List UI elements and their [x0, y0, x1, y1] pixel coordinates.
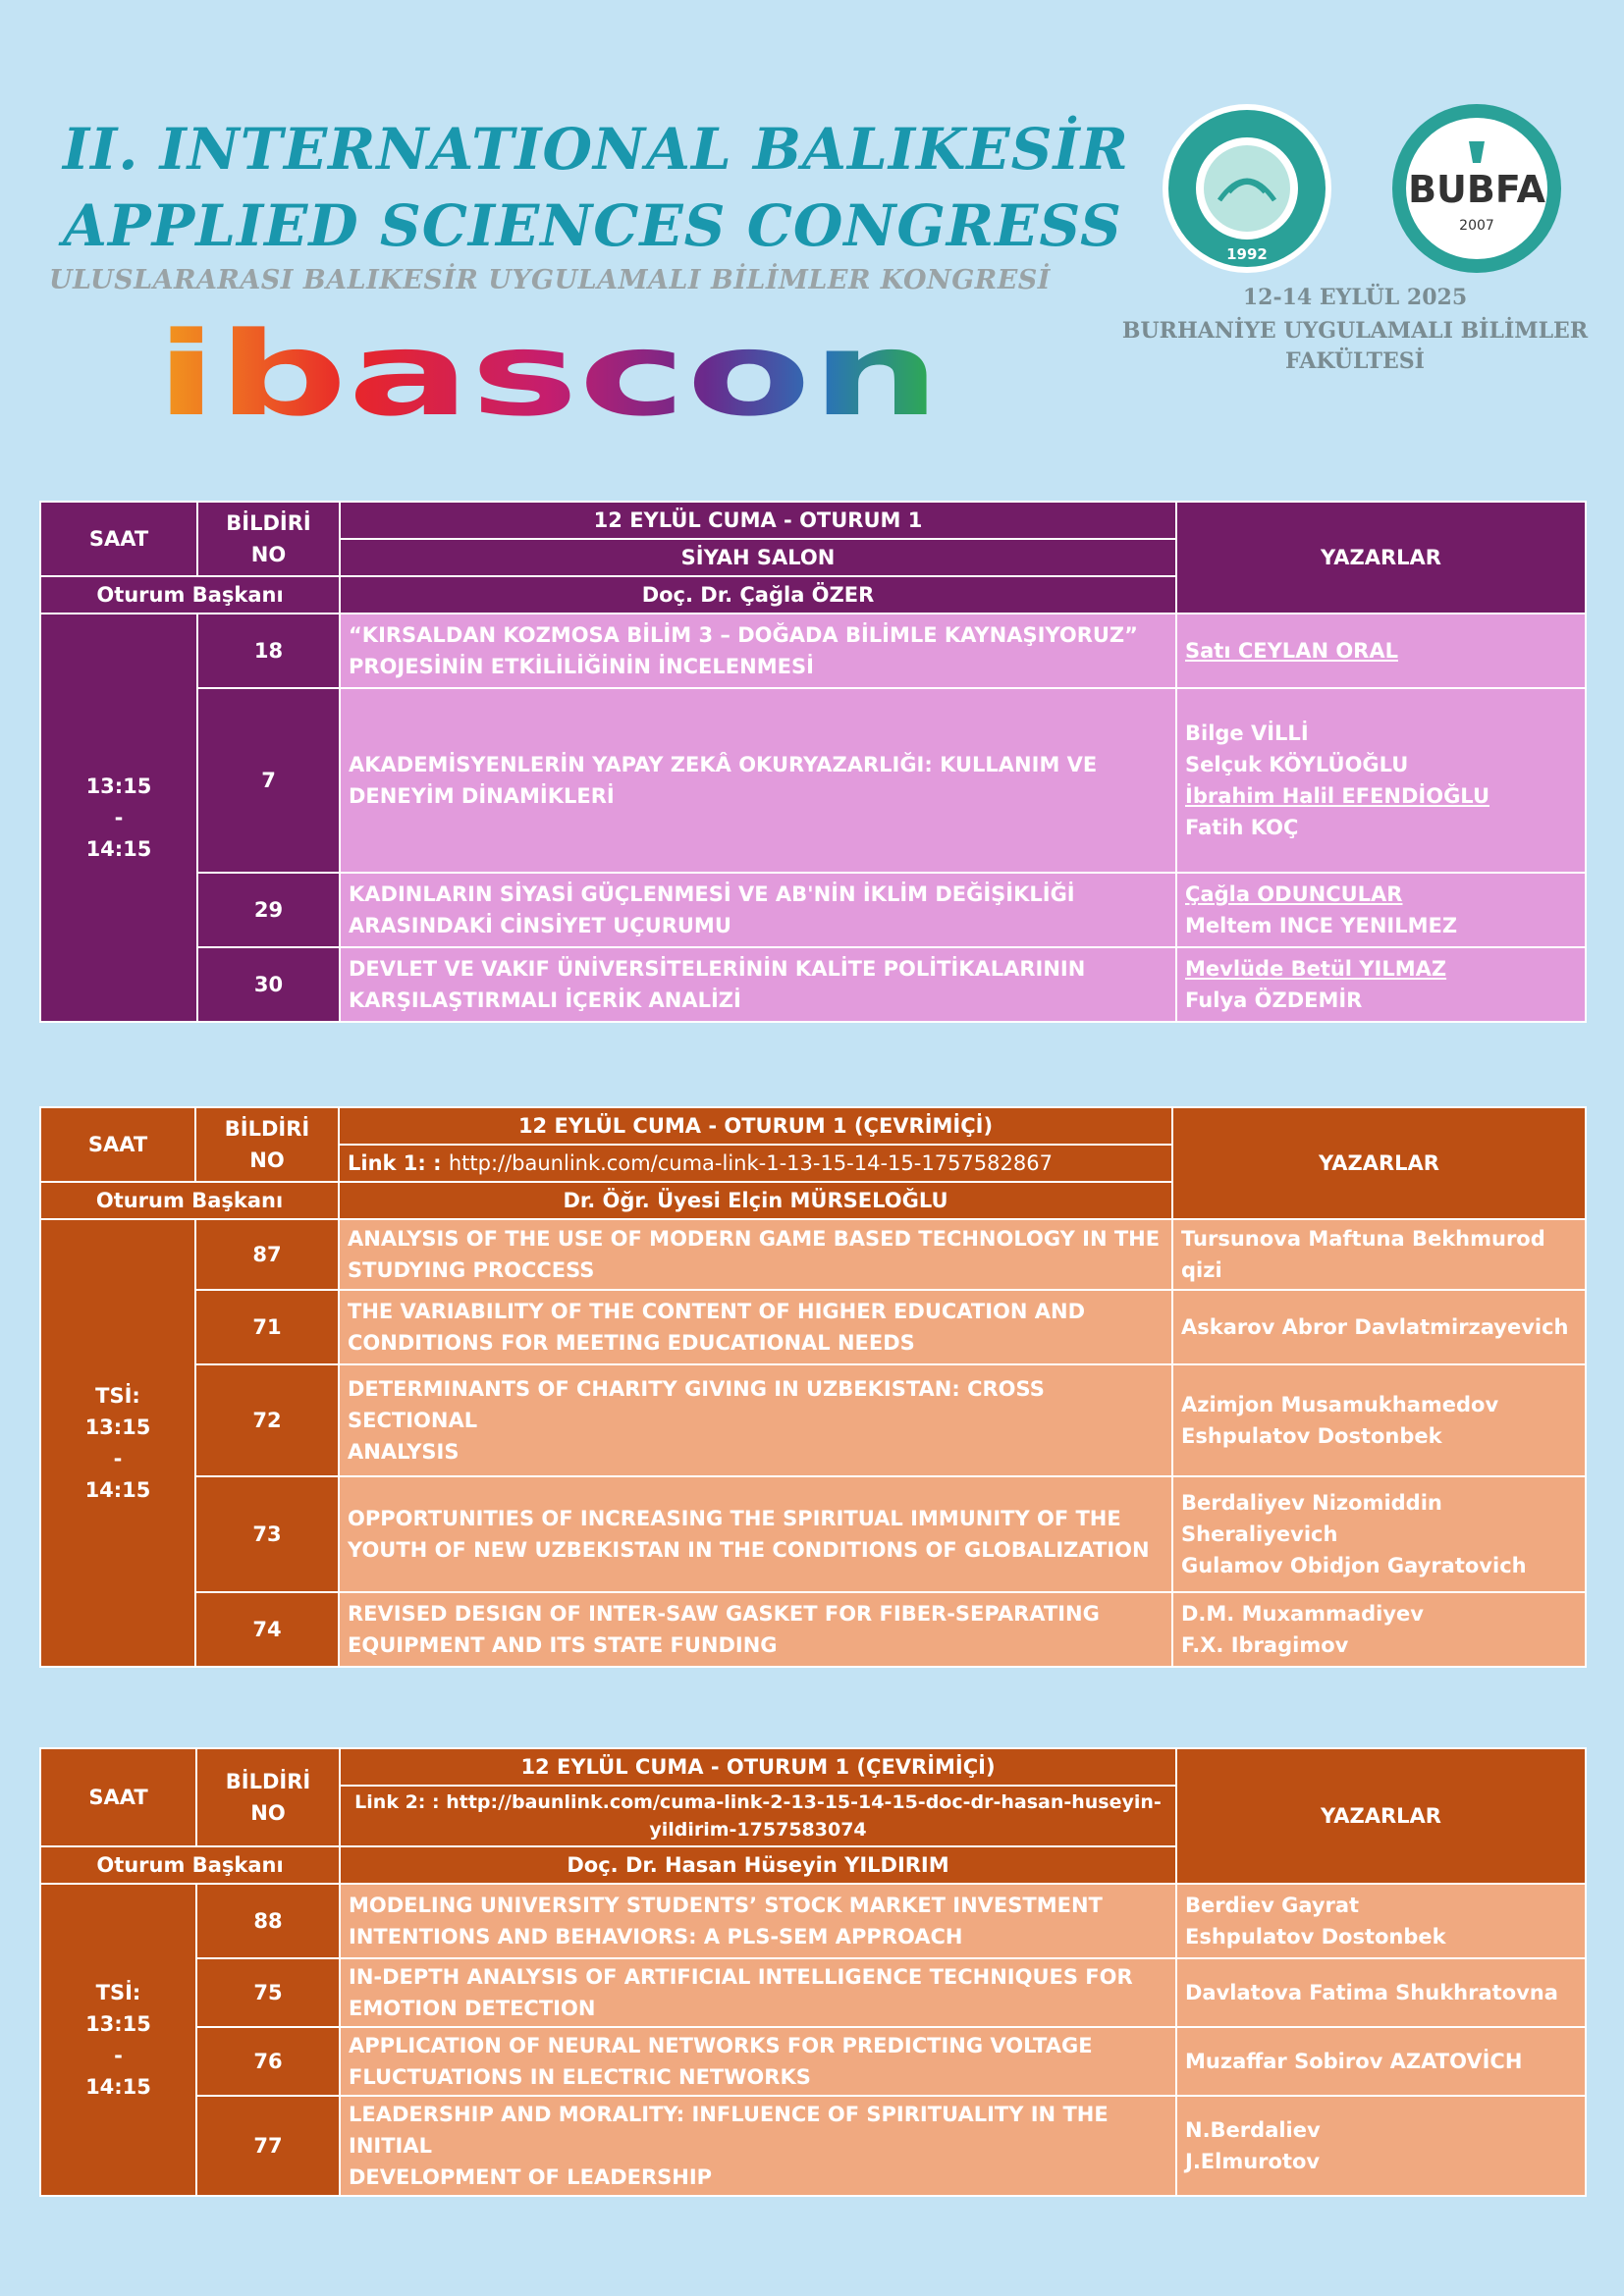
paper-title-line: STUDYING PROCCESS	[348, 1258, 595, 1282]
saat-header: SAAT	[40, 502, 197, 576]
author: Eshpulatov Dostonbek	[1185, 1925, 1446, 1949]
author: Selçuk KÖYLÜOĞLU	[1185, 753, 1409, 776]
author: Askarov Abror Davlatmirzayevich	[1181, 1315, 1569, 1339]
author: Fatih KOÇ	[1185, 816, 1299, 839]
time-zone: TSİ:	[95, 1981, 141, 2004]
paper-no: 75	[196, 1958, 340, 2027]
paper-authors	[1172, 1219, 1586, 1290]
paper-authors	[1172, 1592, 1586, 1667]
session-link	[339, 1145, 1172, 1182]
session-title: 12 EYLÜL CUMA - OTURUM 1 (ÇEVRİMİÇİ)	[340, 1748, 1176, 1786]
paper-title-line: PROJESİNİN ETKİLİLİĞİNİN İNCELENMESİ	[349, 655, 814, 678]
yazarlar-header: YAZARLAR	[1172, 1107, 1586, 1219]
link-label: Link 1: :	[348, 1151, 442, 1175]
congress-header	[0, 0, 1624, 452]
author: N.Berdaliev	[1185, 2118, 1321, 2142]
author: J.Elmurotov	[1185, 2150, 1321, 2173]
paper-title-line: MODELING UNIVERSITY STUDENTS’ STOCK MARKET INVESTMENT	[349, 1894, 1103, 1917]
paper-title-line: OPPORTUNITIES OF INCREASING THE SPIRITUAL IMMUNITY OF THE	[348, 1507, 1121, 1530]
session-time	[40, 1219, 195, 1667]
paper-authors	[1172, 1476, 1586, 1592]
author: Fulya ÖZDEMİR	[1185, 988, 1363, 1012]
paper-no: 71	[195, 1290, 339, 1364]
paper-authors	[1176, 873, 1586, 947]
author: Satı CEYLAN ORAL	[1185, 639, 1398, 663]
paper-title-line: LEADERSHIP AND MORALITY: INFLUENCE OF SPIRITUALITY IN THE INITIAL	[349, 2103, 1109, 2158]
event-place-line2: FAKÜLTESİ	[1285, 348, 1425, 374]
author: Bilge VİLLİ	[1185, 721, 1309, 745]
paper-title-line: FLUCTUATIONS IN ELECTRIC NETWORKS	[349, 2065, 811, 2089]
session-1-table	[39, 501, 1587, 1023]
paper-title	[340, 2027, 1176, 2096]
session-2-table	[39, 1106, 1587, 1668]
paper-no: 7	[197, 688, 340, 873]
svg-text:2007: 2007	[1459, 218, 1494, 234]
author: Sheraliyevich	[1181, 1522, 1338, 1546]
paper-title-line: DEVELOPMENT OF LEADERSHIP	[349, 2165, 713, 2189]
paper-title-line: EMOTION DETECTION	[349, 1997, 596, 2020]
paper-title-line: DENEYİM DİNAMİKLERİ	[349, 784, 615, 808]
paper-title-line: “KIRSALDAN KOZMOSA BİLİM 3 – DOĞADA BİLİMLE KAYNAŞIYORUZ”	[349, 623, 1138, 647]
paper-title	[339, 1476, 1172, 1592]
author: Muzaffar Sobirov AZATOVİCH	[1185, 2050, 1523, 2073]
session-time	[40, 1884, 196, 2196]
svg-text:ibascon: ibascon	[155, 326, 941, 432]
paper-title	[340, 1884, 1176, 1958]
author: Eshpulatov Dostonbek	[1181, 1424, 1442, 1448]
paper-title-line: KARŞILAŞTIRMALI İÇERİK ANALİZİ	[349, 988, 741, 1012]
time-start: 13:15	[84, 1415, 151, 1439]
time-dash: -	[114, 806, 124, 829]
author: Azimjon Musamukhamedov	[1181, 1393, 1499, 1416]
session-time	[40, 614, 197, 1022]
paper-authors	[1176, 947, 1586, 1022]
paper-title	[339, 1364, 1172, 1476]
paper-title-line: DETERMINANTS OF CHARITY GIVING IN UZBEKISTAN: CROSS SECTIONAL	[348, 1377, 1045, 1432]
paper-authors	[1176, 2096, 1586, 2196]
paper-authors	[1176, 688, 1586, 873]
time-end: 14:15	[85, 837, 152, 861]
event-place	[1080, 316, 1624, 377]
paper-title-line: APPLICATION OF NEURAL NETWORKS FOR PREDICTING VOLTAGE	[349, 2034, 1093, 2057]
paper-title	[340, 873, 1176, 947]
balikesir-university-seal	[1141, 102, 1353, 275]
session-link-line2[interactable]: yildirim-1757583074	[649, 1819, 867, 1841]
paper-no: 73	[195, 1476, 339, 1592]
paper-title	[339, 1290, 1172, 1364]
saat-header: SAAT	[40, 1748, 196, 1846]
session-chair: Doç. Dr. Çağla ÖZER	[340, 576, 1176, 614]
congress-title-line2: APPLIED SCIENCES CONGRESS	[63, 192, 1122, 259]
paper-no: 29	[197, 873, 340, 947]
congress-subtitle: ULUSLARARASI BALIKESİR UYGULAMALI BİLİMLER KONGRESİ	[49, 265, 1051, 295]
paper-title-line: REVISED DESIGN OF INTER-SAW GASKET FOR FIBER-SEPARATING	[348, 1602, 1100, 1626]
paper-title	[340, 947, 1176, 1022]
session-3-table	[39, 1747, 1587, 2197]
paper-title	[339, 1219, 1172, 1290]
paper-title-line: INTENTIONS AND BEHAVIORS: A PLS-SEM APPROACH	[349, 1925, 963, 1949]
paper-title-line: AKADEMİSYENLERİN YAPAY ZEKÂ OKURYAZARLIĞI: KULLANIM VE	[349, 753, 1098, 776]
paper-authors	[1172, 1364, 1586, 1476]
paper-title-line: ANALYSIS OF THE USE OF MODERN GAME BASED TECHNOLOGY IN THE	[348, 1227, 1161, 1251]
paper-no: 30	[197, 947, 340, 1022]
author: Davlatova Fatima Shukhratovna	[1185, 1981, 1558, 2004]
time-start: 13:15	[85, 2012, 151, 2036]
paper-title-line: DEVLET VE VAKIF ÜNİVERSİTELERİNİN KALİTE POLİTİKALARININ	[349, 957, 1086, 981]
bildiri-no-header: BİLDİRİ NO	[195, 1107, 339, 1182]
paper-no: 76	[196, 2027, 340, 2096]
yazarlar-header: YAZARLAR	[1176, 1748, 1586, 1884]
session-title: 12 EYLÜL CUMA - OTURUM 1 (ÇEVRİMİÇİ)	[339, 1107, 1172, 1145]
session-link-url[interactable]: http://baunlink.com/cuma-link-1-13-15-14-15-1757582867	[448, 1151, 1053, 1175]
event-place-line1: BURHANİYE UYGULAMALI BİLİMLER	[1121, 318, 1589, 344]
paper-authors	[1176, 1958, 1586, 2027]
paper-authors	[1176, 2027, 1586, 2096]
author: F.X. Ibragimov	[1181, 1633, 1349, 1657]
paper-no: 74	[195, 1592, 339, 1667]
author: Gulamov Obidjon Gayratovich	[1181, 1554, 1527, 1577]
author: D.M. Muxammadiyev	[1181, 1602, 1424, 1626]
paper-title-line: CONDITIONS FOR MEETING EDUCATIONAL NEEDS	[348, 1331, 915, 1355]
svg-text:1992: 1992	[1226, 245, 1268, 263]
bubfa-faculty-seal	[1371, 102, 1583, 275]
time-zone: TSİ:	[95, 1384, 140, 1408]
session-title: 12 EYLÜL CUMA - OTURUM 1	[340, 502, 1176, 539]
chair-label: Oturum Başkanı	[40, 1182, 339, 1219]
paper-title	[339, 1592, 1172, 1667]
bildiri-no-header: BİLDİRİ NO	[197, 502, 340, 576]
paper-no: 72	[195, 1364, 339, 1476]
paper-title	[340, 688, 1176, 873]
session-link[interactable]	[340, 1786, 1176, 1846]
chair-label: Oturum Başkanı	[40, 576, 340, 614]
time-end: 14:15	[84, 1478, 151, 1502]
time-dash: -	[114, 2044, 123, 2067]
session-chair: Doç. Dr. Hasan Hüseyin YILDIRIM	[340, 1846, 1176, 1884]
paper-title-line: ARASINDAKİ CİNSİYET UÇURUMU	[349, 914, 731, 937]
paper-title-line: YOUTH OF NEW UZBEKISTAN IN THE CONDITIONS OF GLOBALIZATION	[348, 1538, 1150, 1562]
author: Mevlüde Betül YILMAZ	[1185, 957, 1447, 981]
session-room: SİYAH SALON	[340, 539, 1176, 576]
paper-title-line: EQUIPMENT AND ITS STATE FUNDING	[348, 1633, 778, 1657]
paper-title-line: ANALYSIS	[348, 1440, 460, 1464]
author: Çağla ODUNCULAR	[1185, 882, 1403, 906]
bildiri-no-header: BİLDİRİ NO	[196, 1748, 340, 1846]
paper-title	[340, 1958, 1176, 2027]
author: İbrahim Halil EFENDİOĞLU	[1185, 784, 1489, 808]
ibascon-logo	[155, 326, 941, 432]
session-chair: Dr. Öğr. Üyesi Elçin MÜRSELOĞLU	[339, 1182, 1172, 1219]
author: Berdiev Gayrat	[1185, 1894, 1360, 1917]
time-end: 14:15	[85, 2075, 151, 2099]
paper-title-line: IN-DEPTH ANALYSIS OF ARTIFICIAL INTELLIGENCE TECHNIQUES FOR	[349, 1965, 1133, 1989]
session-link-line1[interactable]: Link 2: : http://baunlink.com/cuma-link-2-13-15-14-15-doc-dr-hasan-huseyin-	[354, 1791, 1162, 1813]
paper-title	[340, 2096, 1176, 2196]
chair-label: Oturum Başkanı	[40, 1846, 340, 1884]
author: Tursunova Maftuna Bekhmurod qizi	[1181, 1227, 1545, 1282]
author: Meltem INCE YENILMEZ	[1185, 914, 1458, 937]
paper-no: 87	[195, 1219, 339, 1290]
paper-title-line: KADINLARIN SİYASİ GÜÇLENMESİ VE AB'NİN İKLİM DEĞİŞİKLİĞİ	[349, 882, 1075, 906]
event-date: 12-14 EYLÜL 2025	[1242, 285, 1468, 310]
paper-no: 77	[196, 2096, 340, 2196]
paper-title	[340, 614, 1176, 688]
author: Berdaliyev Nizomiddin	[1181, 1491, 1442, 1515]
congress-title-line1: II. INTERNATIONAL BALIKESİR	[63, 116, 1129, 183]
paper-title-line: THE VARIABILITY OF THE CONTENT OF HIGHER EDUCATION AND	[348, 1300, 1086, 1323]
time-dash: -	[113, 1447, 123, 1470]
saat-header: SAAT	[40, 1107, 195, 1182]
paper-no: 18	[197, 614, 340, 688]
svg-text:BUBFA: BUBFA	[1408, 168, 1545, 211]
paper-authors	[1176, 1884, 1586, 1958]
time-start: 13:15	[85, 774, 152, 798]
yazarlar-header: YAZARLAR	[1176, 502, 1586, 614]
paper-authors	[1172, 1290, 1586, 1364]
paper-no: 88	[196, 1884, 340, 1958]
paper-authors	[1176, 614, 1586, 688]
